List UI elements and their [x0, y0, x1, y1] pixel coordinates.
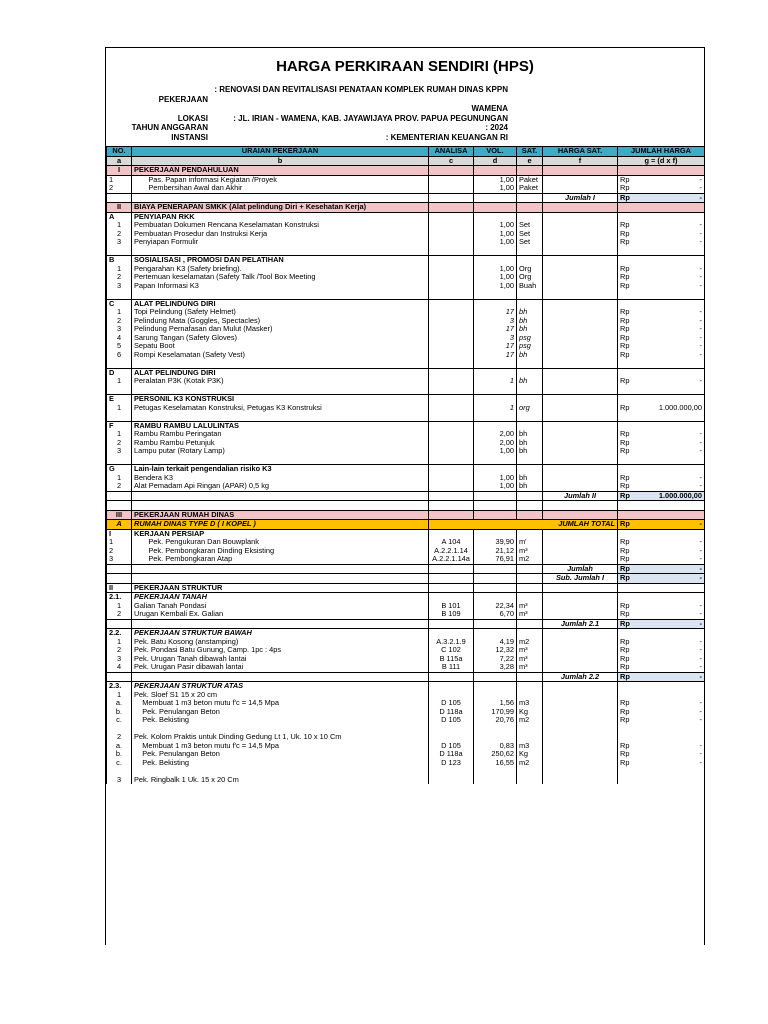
- table-row: 2.3. PEKERJAAN STRUKTUR ATAS: [107, 682, 705, 691]
- table-row: 3 Pek. Pembongkaran Atap A.2.2.1.14a 76,91 m2 Rp -: [107, 555, 705, 564]
- hps-table: [106, 146, 705, 784]
- table-row: Jumlah 2.2 Rp -: [107, 672, 705, 682]
- page-title: HARGA PERKIRAAN SENDIRI (HPS): [276, 58, 534, 75]
- table-row: [107, 386, 705, 395]
- table-row: Jumlah I Rp -: [107, 193, 705, 203]
- table-row: c. Pek. Bekisting D 105 20,76 m2 Rp -: [107, 716, 705, 725]
- table-row: F RAMBU RAMBU LALULINTAS: [107, 421, 705, 430]
- table-row: b. Pek. Penulangan Beton D 118a 250,62 Kg Rp -: [107, 750, 705, 759]
- table-row: 2 Pertemuan keselamatan (Safety Talk /Tool Box Meeting 1,00 Org Rp -: [107, 273, 705, 282]
- table-row: Jumlah II Rp 1.000.000,00: [107, 491, 705, 501]
- table-row: A RUMAH DINAS TYPE D ( I KOPEL ) JUMLAH TOTAL Rp -: [107, 520, 705, 530]
- table-row: 1 Pek. Sloef S1 15 x 20 cm: [107, 691, 705, 700]
- table-row: 1 Peralatan P3K (Kotak P3K) 1 bh Rp -: [107, 377, 705, 386]
- table-row: 1 Pek. Pengukuran Dan Bouwplank A 104 39,90 m' Rp -: [107, 538, 705, 547]
- table-row: 1 Pas. Papan informasi Kegiatan /Proyek 1,00 Paket Rp -: [107, 175, 705, 184]
- table-row: 2 Pek. Pondasi Batu Gunung, Camp. 1pc : 4ps C 102 12,32 m³ Rp -: [107, 646, 705, 655]
- table-row: 2.1. PEKERJAAN TANAH: [107, 593, 705, 602]
- table-row: 1 Pengarahan K3 (Safety briefing). 1,00 Org Rp -: [107, 265, 705, 274]
- table-row: 3 Papan Informasi K3 1,00 Buah Rp -: [107, 282, 705, 291]
- table-row: I KERJAAN PERSIAP: [107, 529, 705, 538]
- table-row: Jumlah Rp -: [107, 564, 705, 574]
- project-info: : RENOVASI DAN REVITALISASI PENATAAN KOMPLEK RUMAH DINAS KPPN PEKERJAAN WAMENA LOKASI : JL. IRIAN - WAMENA, KAB. JAYAWIJAYA PROV. PAPUA PEGUNUNGAN TAHUN ANGGARAN : 2024 INSTANSI : KEMENTERIAN KEUANGAN RI: [131, 85, 508, 142]
- table-row: III PEKERJAAN RUMAH DINAS: [107, 510, 705, 520]
- table-row: 2 Urugan Kembali Ex. Galian B 109 6,70 m³ Rp -: [107, 610, 705, 619]
- table-row: c. Pek. Bekisting D 123 16,55 m2 Rp -: [107, 759, 705, 768]
- table-row: II BIAYA PENERAPAN SMKK (Alat pelindung Diri + Kesehatan Kerja): [107, 203, 705, 213]
- table-row: 4 Sarung Tangan (Safety Gloves) 3 psg Rp -: [107, 334, 705, 343]
- table-row: a. Membuat 1 m3 beton mutu f'c = 14,5 Mpa D 105 0,83 m3 Rp -: [107, 742, 705, 751]
- table-row: [107, 290, 705, 299]
- table-row: b. Pek. Penulangan Beton D 118a 170,99 Kg Rp -: [107, 708, 705, 717]
- table-row: I PEKERJAAN PENDAHULUAN: [107, 166, 705, 176]
- table-row: 1 Topi Pelindung (Safety Helmet) 17 bh Rp -: [107, 308, 705, 317]
- table-row: II PEKERJAAN STRUKTUR: [107, 583, 705, 593]
- table-row: A PENYIAPAN RKK: [107, 212, 705, 221]
- table-row: a. Membuat 1 m3 beton mutu f'c = 14,5 Mpa D 105 1,56 m3 Rp -: [107, 699, 705, 708]
- table-row: 3 Penyiapan Formulir 1,00 Set Rp -: [107, 238, 705, 247]
- table-row: G Lain-lain terkait pengendalian risiko K3: [107, 465, 705, 474]
- table-row: 2 Alat Pemadam Api Ringan (APAR) 0,5 kg 1,00 bh Rp -: [107, 482, 705, 491]
- table-row: Jumlah 2.1 Rp -: [107, 619, 705, 629]
- table-row: 4 Pek. Urugan Pasir dibawah lantai B 111 3,28 m³ Rp -: [107, 663, 705, 672]
- table-row: 1 Petugas Keselamatan Konstruksi, Petugas K3 Konstruksi 1 org Rp 1.000.000,00: [107, 404, 705, 413]
- table-row: [107, 767, 705, 776]
- table-row: 5 Sepatu Boot 17 psg Rp -: [107, 342, 705, 351]
- table-row: 1 Pembuatan Dokumen Rencana Keselamatan Konstruksi 1,00 Set Rp -: [107, 221, 705, 230]
- table-row: 2 Pembersihan Awal dan Akhir 1,00 Paket Rp -: [107, 184, 705, 193]
- table-row: 1 Bendera K3 1,00 bh Rp -: [107, 474, 705, 483]
- table-row: C ALAT PELINDUNG DIRI: [107, 299, 705, 308]
- table-row: 3 Pek. Urugan Tanah dibawah lantai B 115a 7,22 m³ Rp -: [107, 655, 705, 664]
- table-row: 2 Pelindung Mata (Goggles, Spectacles) 3 bh Rp -: [107, 317, 705, 326]
- table-row: 3 Lampu putar (Rotary Lamp) 1,00 bh Rp -: [107, 447, 705, 456]
- table-row: [107, 359, 705, 368]
- table-row: 2.2. PEKERJAAN STRUKTUR BAWAH: [107, 629, 705, 638]
- table-row: [107, 456, 705, 465]
- table-row: [107, 725, 705, 734]
- table-row: [107, 412, 705, 421]
- table-row: E PERSONIL K3 KONSTRUKSI: [107, 395, 705, 404]
- table-row: 1 Pek. Batu Kosong (anstamping) A.3.2.1.9 4,19 m2 Rp -: [107, 638, 705, 647]
- table-row: 1 Galian Tanah Pondasi B 101 22,34 m³ Rp -: [107, 602, 705, 611]
- table-header-row: NO. URAIAN PEKERJAAN ANALISA VOL. SAT. HARGA SAT. JUMLAH HARGA: [107, 147, 705, 157]
- hps-sheet: [105, 47, 705, 945]
- table-row: 2 Pek. Kolom Praktis untuk Dinding Gedung Lt 1, Uk. 10 x 10 Cm: [107, 733, 705, 742]
- table-row: 3 Pek. Ringbalk 1 Uk. 15 x 20 Cm: [107, 776, 705, 785]
- table-row: 1 Rambu Rambu Peringatan 2,00 bh Rp -: [107, 430, 705, 439]
- table-row: D ALAT PELINDUNG DIRI: [107, 368, 705, 377]
- table-row: 2 Pek. Pembongkaran Dinding Eksisting A.2.2.1.14 21,12 m³ Rp -: [107, 547, 705, 556]
- table-row: 6 Rompi Keselamatan (Safety Vest) 17 bh Rp -: [107, 351, 705, 360]
- table-row: Sub. Jumlah I Rp -: [107, 574, 705, 584]
- table-row: B SOSIALISASI , PROMOSI DAN PELATIHAN: [107, 256, 705, 265]
- table-row: 3 Pelindung Pernafasan dan Mulut (Masker) 17 bh Rp -: [107, 325, 705, 334]
- table-row: 2 Rambu Rambu Petunjuk 2,00 bh Rp -: [107, 439, 705, 448]
- table-row: 2 Pembuatan Prosedur dan Instruksi Kerja 1,00 Set Rp -: [107, 230, 705, 239]
- table-row: [107, 501, 705, 511]
- table-row: [107, 247, 705, 256]
- column-letters-row: a b c d e f g = (d x f): [107, 156, 705, 166]
- table-body: [107, 147, 705, 785]
